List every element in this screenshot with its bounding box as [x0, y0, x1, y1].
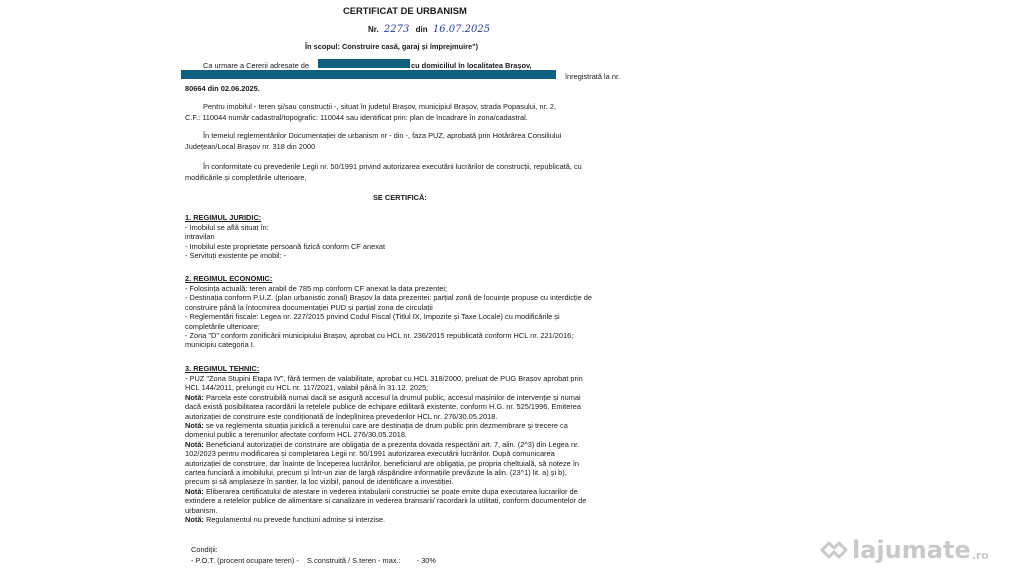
list-item: - Servituți existente pe imobil: - [185, 251, 287, 261]
nota-paragraph: Notă: Regulamentul nu prevede funcțiuni admise și interzise. [185, 515, 386, 525]
regim-economic-heading: 2. REGIMUL ECONOMIC: [185, 274, 273, 283]
certificate-document [183, 0, 623, 576]
intro-text-b: cu domiciliul în localitatea Brașov, [411, 61, 532, 70]
regim-tehnic-heading: 3. REGIMUL TEHNIC: [185, 364, 260, 373]
list-item: - Folosința actuală: teren arabil de 785 mp conform CF anexat la data prezentei; [185, 284, 448, 293]
list-item: construire până la întocmirea documentației PUD și parțial zona de circulații [185, 302, 433, 312]
temei-line-2: Județean/Local Brașov nr. 318 din 2000 [185, 142, 316, 151]
imobil-line-1: Pentru imobilul - teren și/sau construcții -, situat în județul Brașov, municipiul Brașov, strada Popasului, nr. 2, [203, 102, 556, 111]
nota-paragraph: Notă: Beneficiarul autorizației de construire are obligația de a prezenta dovada respectării art. 7, alin. (2^3) din Legea nr. [185, 439, 580, 449]
se-certifica-heading: SE CERTIFICĂ: [373, 193, 427, 202]
lajumate-logo-icon [820, 536, 848, 564]
redaction-bar [318, 59, 410, 68]
pot-label: - P.O.T. (procent ocupare teren) - [191, 556, 299, 565]
conditii-label: Condiții: [191, 545, 218, 554]
list-item: municipiu categoria I. [185, 340, 255, 350]
regim-tehnic-body: - PUZ "Zona Stupini Etapa IV", fără termen de valabilitate, aprobat cu HCL 318/2000, preluat de PUG Brașov aprobat prin HCL 144/2011, prelungit cu HCL nr. 117/2021, valabil până în 31.12. 2025; Notă: Parcela este construibilă numai dacă se asigură accesul la drumul public, accesul mașinilor de intervenție și numai dacă există posibilitatea racordării la rețelele publice de echipare edilitară existente, conform H.G. nr. 525/1996. Emiterea autorizației de construire este condiționată de îndeplinirea prevederilor HCL nr. 276/30.05.2018. Notă: se va reglementa situația juridică a terenului care are destinația de drum public prin dezmembrare și trecere ca domeniul public a terenurilor afectate conform HCL 276/30.05.2018. Notă: Beneficiarul autorizației de construire are obligația de a prezenta dovada respectării art. 7, alin. (2^3) din Legea nr. 102/2023 pentru modificarea și completarea Legii nr. 50/1991 autorizarea executării lucrărilor. După comunicarea autorizației de construire, dar înainte de începerea lucrărilor, beneficiarul are obligația, pe propria cheltuială, să noteze în cartea funciară a imobilului, precum și într-un ziar de largă răspândire informațiile prevăzute la alin. (23^1) lit. a) și b), precum și să amplaseze în șantier, la loc vizibil, panoul de identificare a investiției. Notă: Eliberarea certificatului de atestare in vederea intabularii constructiei se poate emite dupa executarea lucrarilor de extindere a retelelor publice de alimentare si canalizare in vederea bransarii/ racordarii la utilitati, conform documentelor de urbanism. Notă: Regulamentul nu prevede funcțiuni admise și interzise. [185, 374, 617, 525]
intro-text-c: înregistrată la nr. [565, 72, 621, 81]
list-item: - Imobilul se află situat în: [185, 223, 269, 232]
pot-value: - 30% [416, 556, 436, 565]
scope-line: În scopul: Construire casă, garaj și împrejmuire") [305, 42, 479, 51]
document-title: CERTIFICAT DE URBANISM [343, 5, 467, 16]
list-item: - Imobilul este proprietate persoană fizică conform CF anexat [185, 241, 386, 251]
nota-label: Notă: [185, 421, 204, 431]
lajumate-watermark [820, 532, 989, 568]
list-item: - PUZ "Zona Stupini Etapa IV", fără termen de valabilitate, aprobat cu HCL 318/2000, preluat de PUG Brașov aprobat prin [185, 374, 583, 383]
regim-economic-list [185, 284, 617, 350]
redaction-bar [181, 70, 556, 79]
pot-formula: S.construită / S.teren - max.: [306, 556, 401, 565]
imobil-line-2: C.F.: 110044 număr cadastral/topografic: 110044 sau identificat prin: plan de încadrare în zona/cadastral. [185, 113, 528, 122]
nr-prefix: Nr. [368, 25, 379, 34]
list-item: - Destinația conform P.U.Z. (plan urbanistic zonal) Brașov la data prezentei: parțial zonă de locuințe propuse cu interdicție de [185, 293, 592, 303]
nr-handwritten: 2273 [383, 24, 410, 35]
intro-text-a: Ca urmare a Cererii adresate de [203, 61, 309, 70]
nota-paragraph: Notă: Eliberarea certificatului de atestare in vederea intabularii constructiei se poate emite dupa executarea lucrarilor de [185, 486, 578, 496]
conformitate-line-2: modificările și completările ulterioare, [185, 173, 307, 182]
din-prefix: din [415, 25, 428, 34]
nota-label: Notă: [185, 392, 204, 402]
nota-label: Notă: [185, 515, 204, 525]
nota-paragraph: Notă: se va reglementa situația juridică a terenului care are destinația de drum public prin dezmembrare și trecere ca [185, 421, 568, 431]
nota-paragraph: Notă: Parcela este construibilă numai dacă se asigură accesul la drumul public, accesul mașinilor de intervenție și numai [185, 392, 581, 402]
pot-row [191, 556, 436, 565]
din-handwritten: 16.07.2025 [432, 24, 491, 35]
list-item: intravilan [185, 232, 215, 242]
list-item: - Zona "D" conform zonificării municipiului Brașov, aprobat cu HCL nr. 236/2015 republicată conform HCL nr. 221/2016; [185, 331, 574, 341]
nota-label: Notă: [185, 486, 204, 496]
nota-label: Notă: [185, 439, 204, 449]
conformitate-line-1: În conformitate cu prevederile Legii nr. 50/1991 privind autorizarea executării lucrărilor de construcții, republicată, cu [203, 162, 582, 171]
list-item: completările ulterioare; [185, 321, 260, 331]
watermark-text: lajumate [852, 536, 971, 564]
list-item: - Reglementări fiscale: Legea nr. 227/2015 privind Codul Fiscal (Titlul IX, Impozite și Taxe Locale) cu modificările și [185, 312, 560, 322]
watermark-suffix: .ro [971, 548, 989, 562]
certificate-number-line [368, 25, 490, 34]
intro-text-d: 80664 din 02.06.2025. [185, 84, 260, 93]
list-item: HCL 144/2011, prelungit cu HCL nr. 117/2021, valabil până în 31.12. 2025; [185, 383, 429, 393]
temei-line-1: În temeiul reglementărilor Documentației de urbanism nr - din -, faza PUZ, aprobată prin Hotărârea Consiliului [203, 131, 562, 140]
regim-juridic-heading: 1. REGIMUL JURIDIC: [185, 213, 262, 222]
regim-juridic-list [185, 223, 617, 261]
